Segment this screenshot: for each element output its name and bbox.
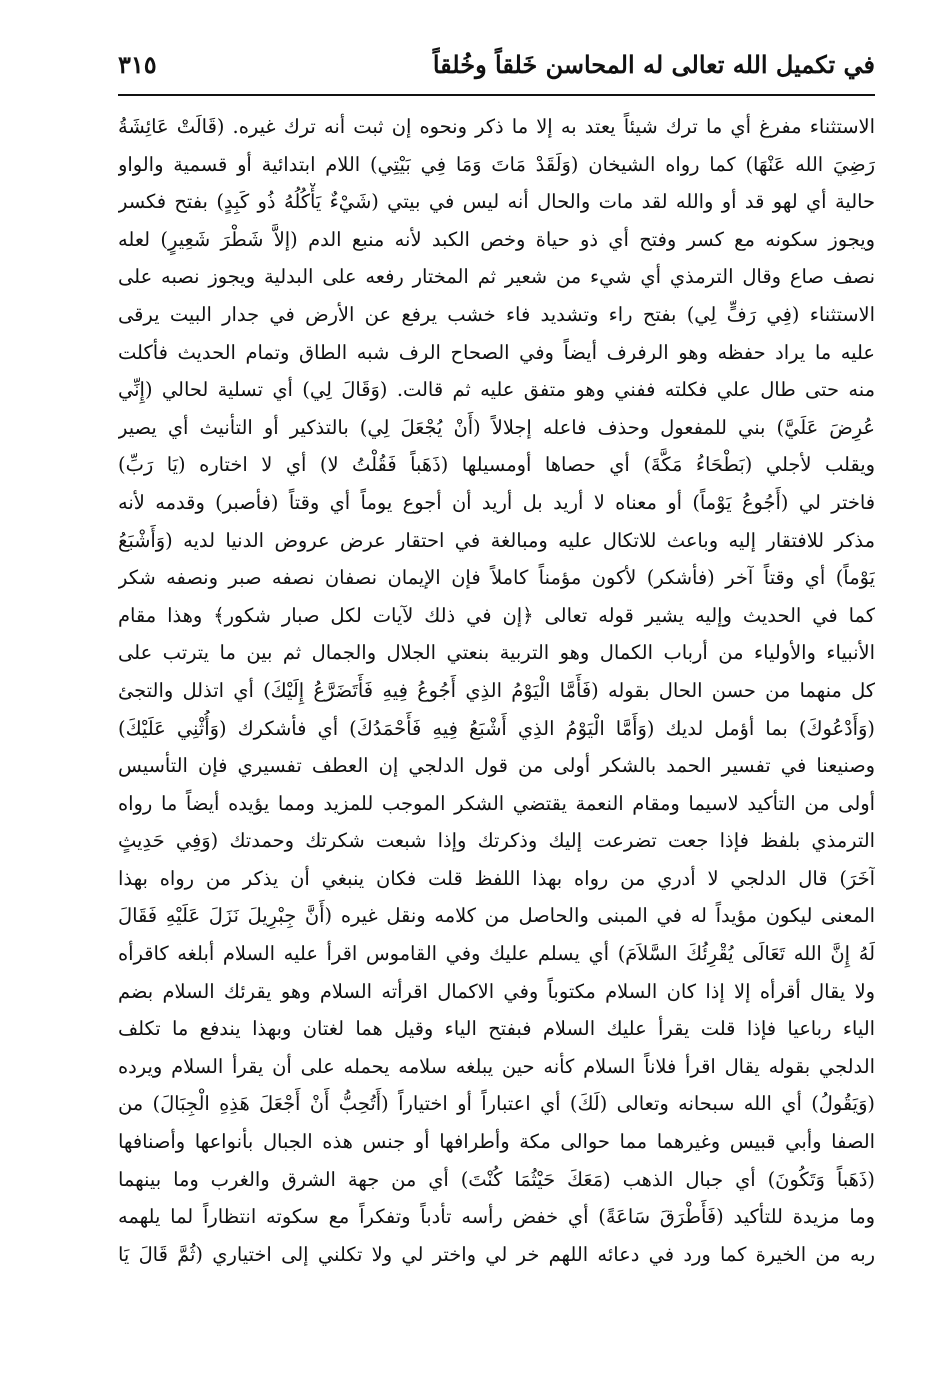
text-line: فاختر لي (أَجُوعُ يَوْماً) أو معناه لا أريد بل أريد أن أجوع يوماً أي وقتاً (فأصبر) وقدمه لأنه	[118, 490, 875, 514]
text-line: الدلجي بقوله يقال اقرأ فلاناً السلام كأنه حين يبلغه سلامه يحمله على أن يقرأ السلام ويرده	[118, 1054, 875, 1078]
text-line: لَهُ إِنَّ الله تَعَالَى يُقْرِئُكَ السَّلاَمَ) أي يسلم عليك وفي القاموس اقرأ عليه السلام أبلغه كاقرأه	[118, 942, 875, 966]
text-line: ويقلب لأجلي (بَطْحَاءُ مَكَّةَ) أي حصاها أومسيلها (ذَهَباً فَقُلْتُ لا) أي لا اختاره (يَا رَبِّ)	[118, 453, 875, 477]
text-line: الاستثناء مفرغ أي ما ترك شيئاً يعتد به إلا ما ذكر ونحوه إن ثبت أنه ترك غيره. (قَالَتْ عَائِشَةُ	[118, 115, 875, 138]
text-line: (وَيَقُولُ) أي الله سبحانه وتعالى (لَكَ) أي اعتباراً أو اختياراً (أَتُحِبُّ أَنْ أَجْعَلَ هَذِهِ الْجِبَالَ) من	[118, 1092, 875, 1116]
text-line: منه حتى طال علي فكلته ففني وهو متفق عليه ثم قالت. (وَقَالَ لِي) أي تسلية لحالي (إِنِّي	[118, 378, 875, 402]
text-line: ربه من الخيرة كما ورد في دعائه اللهم خر لي واختر لي ولا تكلني إلى اختياري (ثُمَّ قَالَ يَا	[118, 1242, 875, 1266]
text-line: عليه ما يراد حفظه وهو الرفرف أيضاً وفي الصحاح الرف شبه الطاق وتمام الحديث فأكلت	[118, 340, 875, 364]
text-line: كل منهما من حسن الحال بقوله (فَأَمَّا الْيَوْمُ الذِي أَجُوعُ فِيهِ فَأَتَضَرَّعُ إِلَيْكَ) أي اتذلل والتجئ	[118, 678, 875, 702]
text-line: وصنيعنا في تفسير الحمد بالشكر أولى من قول الدلجي إن العطف تفسيري فإن التأسيس	[118, 754, 875, 778]
text-line: ويجوز سكونه مع كسر وفتح أي ذو حياة وخص الكبد لأنه منبع الدم (إلاَّ شَطْرَ شَعِيرٍ) لعله	[118, 227, 875, 251]
running-title: في تكميل الله تعالى له المحاسن خَلقاً وخُلقاً	[432, 50, 875, 79]
text-line: حالية أي لهو قد أو والله لقد مات والحال أنه ليس في بيتي (شَيْءٌ يَأْكُلُهُ ذُو كَبِدٍ) بفتح فكسر	[118, 190, 875, 214]
text-line: آخَرَ) قال الدلجي لا أدري من رواه بهذا اللفظ قلت فكان ينبغي أن يذكر من رواه بهذا	[118, 866, 875, 890]
text-line: وما مزيدة للتأكيد (فَأَطْرَقَ سَاعَةً) أي خفض رأسه تأدباً وتفكراً مع سكوته انتظاراً لما يلهمه	[118, 1205, 875, 1229]
header-rule	[118, 94, 875, 96]
text-line: الترمذي بلفظ فإذا جعت تضرعت إليك وذكرتك وإذا شبعت شكرتك وحمدتك (وَفِي حَدِيثٍ	[118, 829, 875, 853]
text-line: نصف صاع وقال الترمذي أي شيء من شعير ثم المختار رفعه على البدلية ويجوز نصبه على	[118, 265, 875, 289]
text-line: مذكر للافتقار إليه وباعث للاتكال عليه ومبالغة في احتقار عرض عروض الدنيا لديه (وَأَشْبَعُ	[118, 528, 875, 552]
text-line: الصفا وأبي قبيس وغيرهما مما حوالى مكة وأطرافها أو جنس هذه الجبال بأنواعها وأصنافها	[118, 1130, 875, 1154]
text-line: المعنى ليكون مؤيداً له في المبنى والحاصل من كلامه ونقل غيره (أَنَّ جِبْرِيلَ نَزَلَ عَلَيْهِ فَقَالَ	[118, 904, 875, 928]
text-line: يَوْماً) أي وقتاً آخر (فأشكر) لأكون مؤمناً كاملاً فإن الإيمان نصفان نصفه صبر ونصفه شكر	[118, 566, 875, 590]
text-line: الاستثناء (فِي رَفٍّ لِي) بفتح راء وتشديد فاء خشب يرفع عن الأرض في جدار البيت يرقى	[118, 302, 875, 326]
text-line: عُرِضَ عَلَيَّ) بني للمفعول وحذف فاعله إجلالاً (أَنْ يُجْعَلَ لِي) بالتذكير أو التأنيث أي يصير	[118, 415, 875, 439]
text-line: أولى من التأكيد لاسيما ومقام النعمة يقتضي الشكر الموجب للمزيد ومما يؤيده أيضاً ما رواه	[118, 791, 875, 815]
body-text	[118, 108, 875, 1273]
text-line: ولا يقال أقرأه إلا إذا كان السلام مكتوباً وفي الاكمال اقرأته السلام وهو يقرئك السلام بضم	[118, 979, 875, 1003]
text-line: الياء رباعيا فإذا قلت يقرأ عليك السلام فبفتح الياء وقيل هما لغتان وبهذا يندفع ما تكلف	[118, 1017, 875, 1041]
text-line: (ذَهَباً وَتَكُونَ) أي جبال الذهب (مَعَكَ حَيْثُمَا كُنْتَ) أي من جهة الشرق والغرب وما بينهما	[118, 1167, 875, 1191]
page-header	[118, 44, 875, 96]
text-line: الأنبياء والأولياء من أرباب الكمال وهو التربية بنعتي الجلال والجمال ثم بين ما يترتب على	[118, 641, 875, 665]
text-line: (وَأَدْعُوكَ) بما أؤمل لديك (وَأَمَّا الْيَوْمُ الذِي أَشْبَعُ فِيهِ فَأَحْمَدُكَ) أي فأشكرك (وَأُثْنِي عَلَيْكَ)	[118, 716, 875, 740]
text-line: كما في الحديث وإليه يشير قوله تعالى ﴿إن في ذلك لآيات لكل صبار شكور﴾ وهذا مقام	[118, 603, 875, 627]
text-line: رَضِيَ الله عَنْهَا) كما رواه الشيخان (وَلَقَدْ مَاتَ وَمَا فِي بَيْتِي) اللام ابتدائية أو قسمية والواو	[118, 152, 875, 176]
page-number: ٣١٥	[118, 50, 157, 79]
